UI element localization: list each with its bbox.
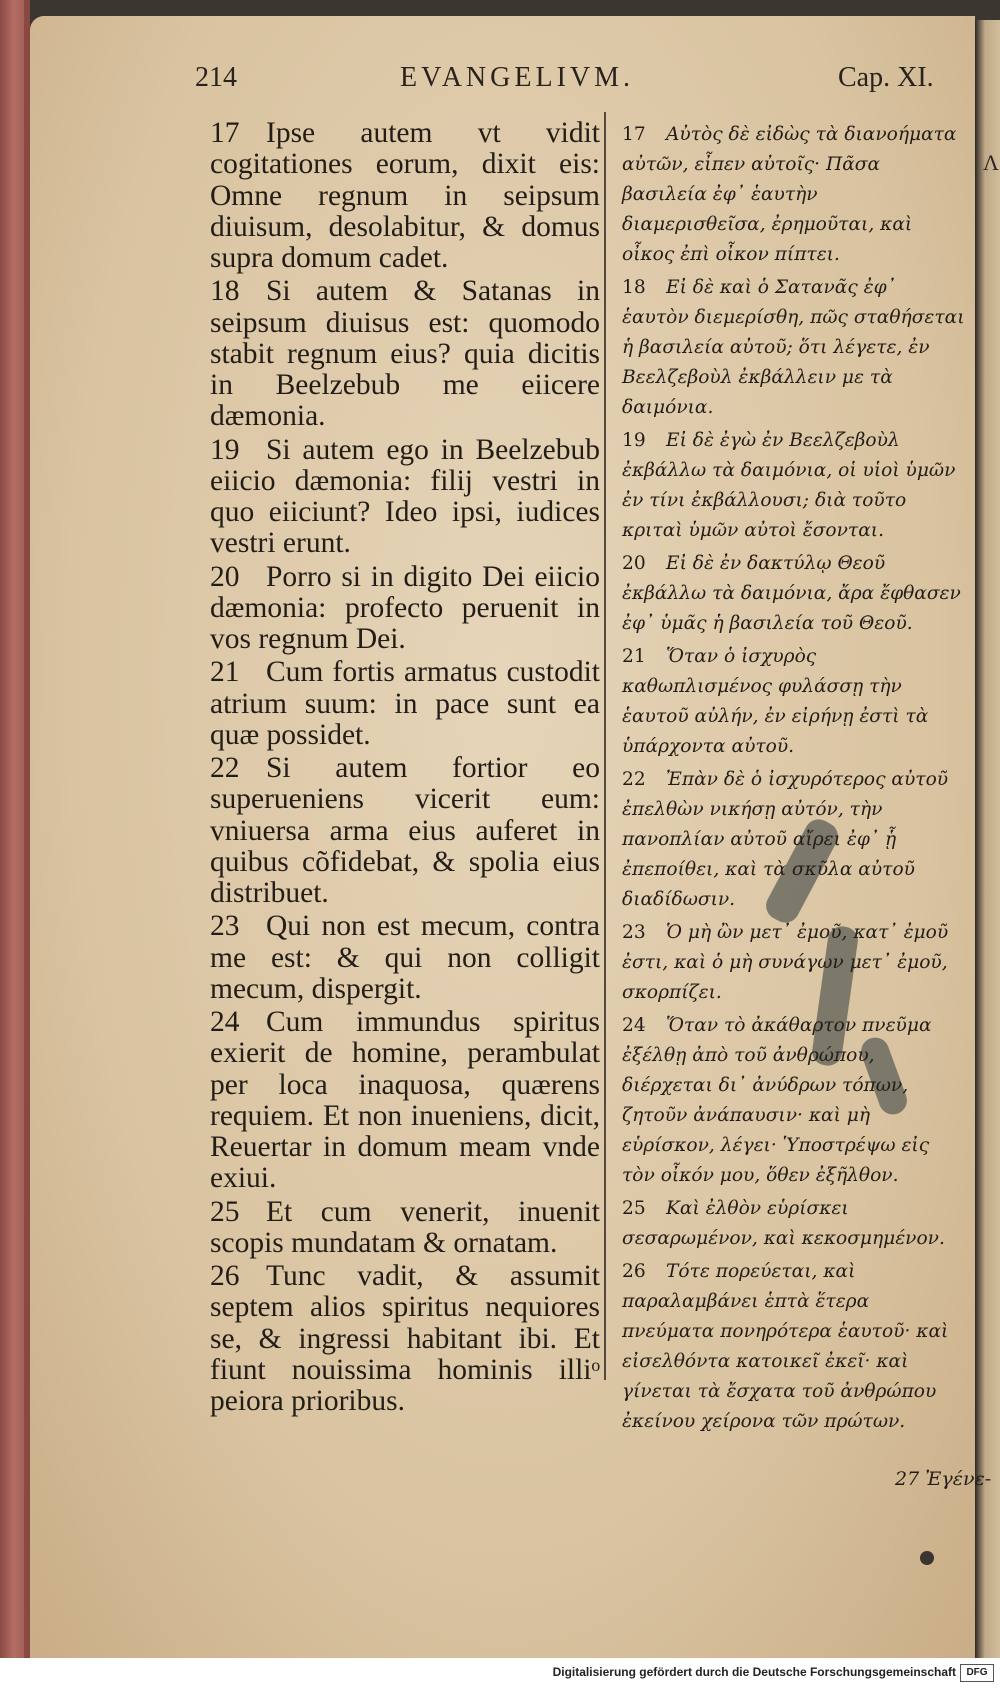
verse-number: 19 (210, 433, 240, 466)
verse-text: Εἰ δὲ ἐν δακτύλῳ Θεοῦ ἐκβάλλω τὰ δαιμόνια, ἄρα ἔφθασεν ἐφ᾽ ὑμᾶς ἡ βασιλεία τοῦ Θεοῦ. (622, 553, 961, 634)
latin-verse (210, 562, 600, 656)
verse-text: Αὐτὸς δὲ εἰδὼς τὰ διανοήματα αὐτῶν, εἶπεν αὐτοῖς· Πᾶσα βασιλεία ἐφ᾽ ἑαυτὴν διαμερισθεῖσα, ἐρημοῦται, καὶ οἶκος ἐπὶ οἶκον πίπτει. (622, 124, 957, 265)
column-divider (604, 112, 606, 1380)
verse-number: 17 (622, 124, 646, 145)
latin-verse (210, 657, 600, 751)
footer-credit: Digitalisierung gefördert durch die Deutsche Forschungsgemeinschaft (552, 1665, 956, 1679)
verse-number: 23 (210, 910, 240, 943)
latin-verse (210, 118, 600, 274)
chapter-heading: Cap. XI. (838, 62, 934, 93)
next-page-glimpse: Λ (983, 150, 999, 175)
greek-verse (622, 273, 967, 423)
greek-verse (622, 1011, 967, 1191)
verse-text: Τότε πορεύεται, καὶ παραλαμβάνει ἑπτὰ ἕτερα πνεύματα πονηρότερα ἑαυτοῦ· καὶ εἰσελθόντα κατοικεῖ ἐκεῖ· καὶ γίνεται τὰ ἔσχατα τοῦ ἀνθρώπου ἐκείνου χείρονα τῶν πρώτων. (622, 1261, 949, 1432)
verse-number: 22 (622, 769, 646, 790)
latin-verse (210, 1007, 600, 1195)
verse-number: 25 (622, 1198, 646, 1219)
verse-text: Ὅταν τὸ ἀκάθαρτον πνεῦμα ἐξέλθῃ ἀπὸ τοῦ ἀνθρώπου, διέρχεται δι᾽ ἀνύδρων τόπων, ζητοῦν ἀνάπαυσιν· καὶ μὴ εὑρίσκον, λέγει· Ὑποστρέψω εἰς τὸν οἶκόν μου, ὅθεν ἐξῆλθον. (622, 1015, 932, 1186)
verse-text: Et cum venerit, inuenit scopis mundatam & ornatam. (210, 1195, 600, 1259)
verse-text: Cum immundus spiritus exierit de homine, perambulat per loca inaquosa, quærens requiem. Et non inueniens, dicit, Reuertar in domum meam vnde exiui. (210, 1006, 600, 1195)
verse-number: 23 (622, 922, 646, 943)
verse-number: 26 (622, 1261, 646, 1282)
greek-verse (622, 642, 967, 762)
verse-number: 26 (210, 1260, 240, 1292)
verse-number: 21 (622, 646, 646, 667)
verse-text: Si autem ego in Beelzebub eiicio dæmonia: filij vestri in quo eiiciunt? Ideo ipsi, iudices vestri erunt. (210, 433, 600, 560)
verse-number: 24 (622, 1015, 646, 1036)
verse-text: Cum fortis armatus custodit atrium suum: in pace sunt ea quæ possidet. (210, 656, 600, 751)
verse-number: 24 (210, 1006, 240, 1038)
latin-verse (210, 1197, 600, 1260)
verse-text: Εἰ δὲ καὶ ὁ Σατανᾶς ἐφ᾽ ἑαυτὸν διεμερίσθη, πῶς σταθήσεται ἡ βασιλεία αὐτοῦ; ὅτι λέγετε, ἐν Βεελζεβοὺλ ἐκβάλλειν με τὰ δαιμόνια. (622, 277, 965, 418)
catchword: 27 Ἐγένε- (895, 1468, 992, 1490)
verse-text: Tunc vadit, & assumit septem alios spiritus nequiores se, & ingressi habitant ibi. Et fiunt nouissima hominis illiᵒ peiora prioribus. (210, 1260, 600, 1417)
latin-verse (210, 276, 600, 432)
running-title: EVANGELIVM. (400, 62, 635, 93)
verse-number: 19 (622, 430, 646, 451)
verse-number: 21 (210, 656, 240, 689)
latin-column (210, 118, 600, 1419)
verse-number: 22 (210, 752, 240, 784)
verse-text: Si autem fortior eo superueniens vicerit eum: vniuersa arma eius auferet in quibus cõfidebat, & spolia eius distribuet. (210, 752, 600, 909)
verse-text: Εἰ δὲ ἐγὼ ἐν Βεελζεβοὺλ ἐκβάλλω τὰ δαιμόνια, οἱ υἱοὶ ὑμῶν ἐν τίνι ἐκβάλλουσι; διὰ τοῦτο κριταὶ ὑμῶν αὐτοὶ ἔσονται. (622, 430, 956, 541)
latin-verse (210, 435, 600, 560)
latin-verse (210, 1261, 600, 1417)
greek-verse (622, 1257, 967, 1437)
greek-verse (622, 765, 967, 915)
verse-number: 20 (622, 553, 646, 574)
next-page-edge (975, 20, 1000, 1658)
ink-dot (920, 1551, 934, 1565)
page-edge (0, 0, 30, 1660)
verse-text: Ὁ μὴ ὢν μετ᾽ ἐμοῦ, κατ᾽ ἐμοῦ ἐστι, καὶ ὁ μὴ συνάγων μετ᾽ ἐμοῦ, σκορπίζει. (622, 922, 949, 1003)
greek-verse (622, 426, 967, 546)
verse-text: Ὅταν ὁ ἰσχυρὸς καθωπλισμένος φυλάσσῃ τὴν ἑαυτοῦ αὐλήν, ἐν εἰρήνῃ ἐστὶ τὰ ὑπάρχοντα αὐτοῦ. (622, 646, 929, 757)
verse-text: Si autem & Satanas in seipsum diuisus est: quomodo stabit regnum eius? quia dicitis in Beelzebub me eiicere dæmonia. (210, 275, 600, 433)
greek-column (622, 120, 967, 1440)
verse-number: 25 (210, 1195, 240, 1228)
latin-verse (210, 911, 600, 1005)
page-number: 214 (195, 62, 237, 93)
greek-verse (622, 918, 967, 1008)
verse-text: Ipse autem vt vidit cogitationes eorum, dixit eis: Omne regnum in seipsum diuisum, desolabitur, & domus supra domum cadet. (210, 117, 600, 274)
verse-text: Ἐπὰν δὲ ὁ ἰσχυρότερος αὐτοῦ ἐπελθὼν νικήσῃ αὐτόν, τὴν πανοπλίαν αὐτοῦ αἴρει ἐφ᾽ ᾗ ἐπεποίθει, καὶ τὰ σκῦλα αὐτοῦ διαδίδωσιν. (622, 769, 949, 910)
latin-verse (210, 753, 600, 909)
verse-text: Καὶ ἐλθὸν εὑρίσκει σεσαρωμένον, καὶ κεκοσμημένον. (622, 1198, 945, 1249)
greek-verse (622, 549, 967, 639)
verse-text: Porro si in digito Dei eiicio dæmonia: profecto peruenit in vos regnum Dei. (210, 560, 600, 655)
verse-text: Qui non est mecum, contra me est: & qui non colligit mecum, dispergit. (210, 910, 600, 1005)
verse-number: 17 (210, 117, 240, 149)
footer-bar (0, 1658, 1000, 1688)
greek-verse (622, 120, 967, 270)
greek-verse (622, 1194, 967, 1254)
dfg-logo: DFG (960, 1664, 994, 1682)
verse-number: 18 (210, 275, 240, 308)
verse-number: 18 (622, 277, 646, 298)
verse-number: 20 (210, 560, 240, 593)
